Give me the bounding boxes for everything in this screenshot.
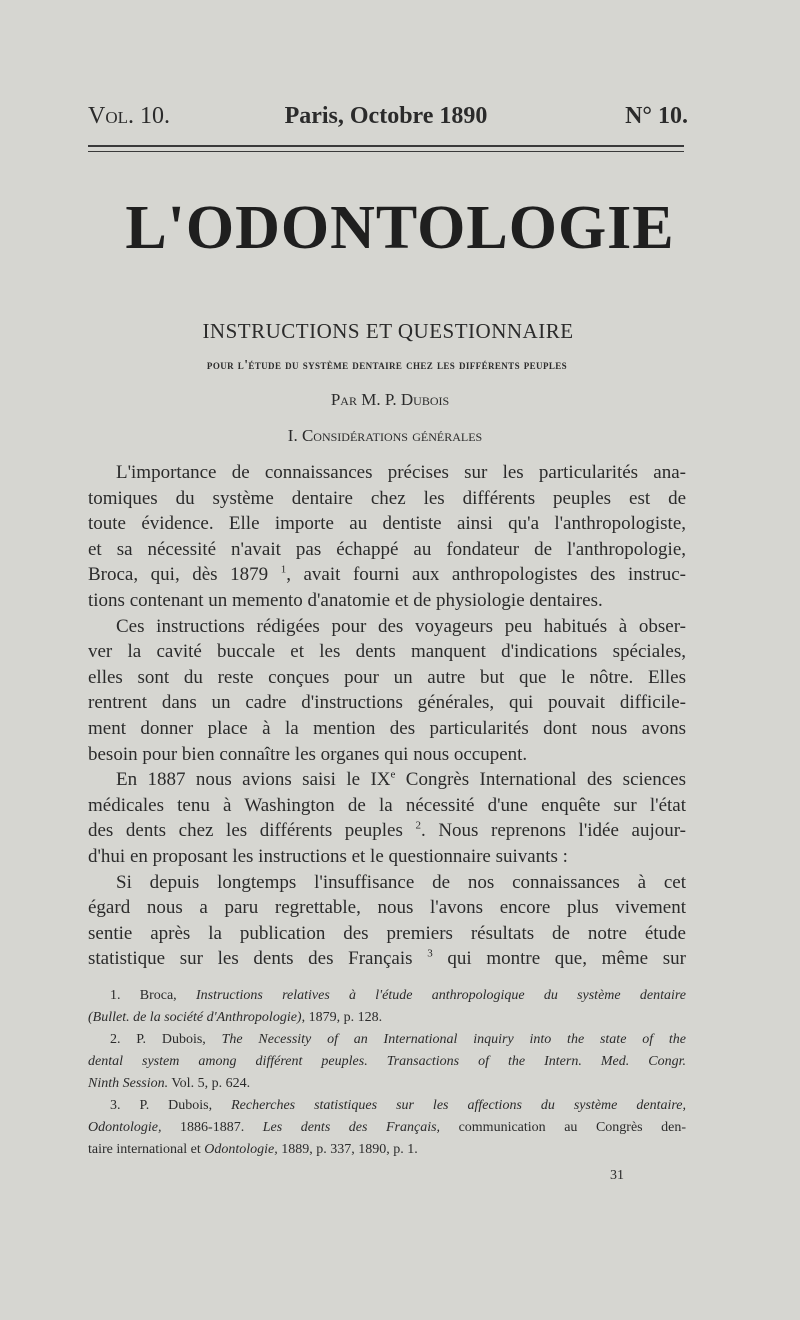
issue-number: N° 10. — [625, 103, 688, 129]
body-line: ver la cavité buccale et les dents manquent d'indications spéciales, — [88, 641, 686, 663]
body-line: statistique sur les dents des Français $^3$ qui montre que, même sur — [88, 947, 686, 970]
article-subtitle: pour l'étude du système dentaire chez les différents peuples — [206, 357, 568, 372]
body-line: médicales tenu à Washington de la nécessité d'une enquête sur l'état — [88, 794, 686, 816]
body-line: besoin pour bien connaître les organes qui nous occupent. — [88, 743, 528, 765]
body-line: Ces instructions rédigées pour des voyageurs peu habitués à obser- — [116, 615, 686, 637]
body-line: Broca, qui, dès 1879 $^1$, avait fourni aux anthropologistes des instruc- — [88, 564, 686, 586]
article-byline: Par M. P. Dubois — [330, 390, 450, 409]
body-line: d'hui en proposant les instructions et le questionnaire suivants : — [88, 845, 568, 867]
footnote-1: 1. Broca, Instructions relatives à l'étude anthropologique du système dentaire — [110, 988, 687, 1003]
footnote-ref: 3 — [427, 947, 433, 960]
body-line: toute évidence. Elle importe au dentiste ainsi qu'a l'anthropologiste, — [88, 513, 686, 535]
article-title: INSTRUCTIONS ET QUESTIONNAIRE — [202, 319, 574, 343]
body-line: des dents chez les différents peuples $^2$. Nous reprenons l'idée aujour- — [88, 819, 686, 842]
footnotes — [88, 985, 686, 1161]
body-line: ment donner place à la mention des particularités dont nous avons — [88, 717, 686, 739]
body-line: sentie après la publication des premiers résultats de notre étude — [88, 922, 686, 944]
footnote-3-end: taire international et Odontologie, 1889, p. 337, 1890, p. 1. — [88, 1142, 418, 1157]
footnote-1-cont: (Bullet. de la société d'Anthropologie), 1879, p. 128. — [88, 1010, 383, 1025]
body-line: En 1887 nous avions saisi le IXe Congrès International des sciences — [116, 768, 686, 791]
footnote-2-cont: dental system among différent peuples. Transactions of the Intern. Med. Congr. — [88, 1054, 686, 1069]
issue-date: Paris, Octobre 1890 — [284, 103, 488, 129]
footnote-2: 2. P. Dubois, The Necessity of an International inquiry into the state of the — [110, 1032, 686, 1047]
footnote-ref: 2 — [415, 819, 421, 832]
ordinal-mark: e — [390, 768, 396, 781]
article-body — [88, 460, 686, 972]
header-double-rule — [88, 145, 684, 156]
volume-label: Vol. 10. — [88, 103, 170, 129]
body-line: rentrent dans un cadre d'instructions générales, qui pouvait difficile- — [88, 692, 686, 714]
footnote-3-cont: Odontologie, 1886-1887. Les dents des Français, communication au Congrès den- — [88, 1120, 687, 1135]
footnote-ref: 1 — [280, 564, 287, 577]
footnote-2-end: Ninth Session. Vol. 5, p. 624. — [88, 1076, 251, 1091]
body-line: elles sont du reste conçues pour un autre but que le nôtre. Elles — [88, 666, 686, 688]
body-line: L'importance de connaissances précises sur les particularités ana- — [116, 462, 686, 483]
section-heading: I. Considérations générales — [287, 426, 483, 445]
body-line: égard nous a paru regrettable, nous l'avons encore plus vivement — [88, 897, 686, 919]
page-number: 31 — [610, 1168, 624, 1183]
body-line: et sa nécessité n'avait pas échappé au fondateur de l'anthropologie, — [88, 538, 686, 560]
journal-title: L'ODONTOLOGIE — [125, 194, 675, 262]
footnote-3: 3. P. Dubois, Recherches statistiques sur les affections du système dentaire, — [110, 1098, 686, 1113]
body-line: Si depuis longtemps l'insuffisance de nos connaissances à cet — [116, 871, 686, 893]
running-header — [86, 103, 686, 137]
body-line: tomiques du système dentaire chez les différents peuples est de — [88, 487, 686, 509]
body-line: tions contenant un memento d'anatomie et de physiologie dentaires. — [88, 589, 603, 611]
